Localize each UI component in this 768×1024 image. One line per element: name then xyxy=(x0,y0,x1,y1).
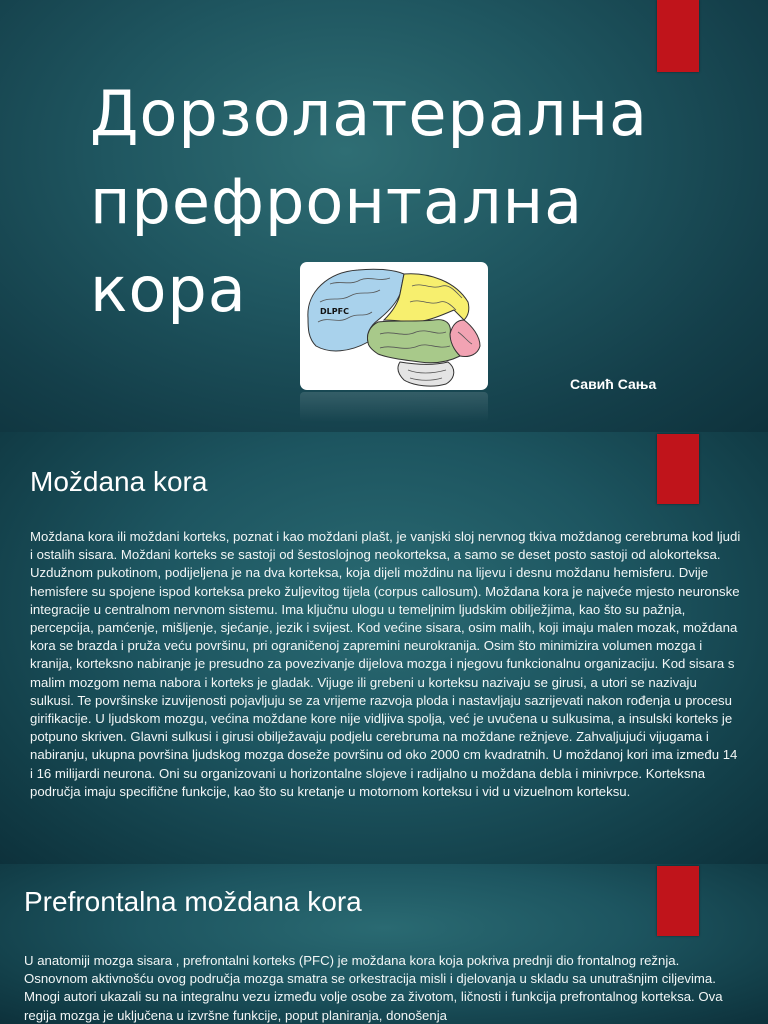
accent-bar xyxy=(657,866,699,936)
brain-lobes-illustration xyxy=(300,262,488,390)
slide-body-text: Moždana kora ili moždani korteks, poznat i kao moždani plašt, je vanjski sloj nervnog tkiva moždanog cerebruma kod ljudi i ostalih sisara. Moždani korteks se sastoji od šestoslojnog neokorteksa, a samo se deset posto sastoji od alokorteksa. Uzdužnom pukotinom, podijeljena je na dva korteksa, koja dijeli moždinu na lijevu i desnu moždanu hemisferu. Dvije hemisfere su spojene ispod korteksa preko žuljevitog tijela (corpus callosum). Moždana kora je najveće mjesto neuronske integracije u centralnom nervnom sistemu. Ima ključnu ulogu u temeljnim ljudskim obilježjima, kao što su pažnja, percepcija, pamćenje, mišljenje, sjećanje, jezik i svijest. Kod većine sisara, osim malih, koji imaju malen mozak, moždana kora se brazda i pruža veću površinu, pri ograničenoj zapremini neurokranija. Osim što minimizira volumen mozga i kranija, korteksno nabiranje je presudno za povezivanje dijelova mozga i njegovu funkcionalnu organizaciju. Kod sisara s malim mozgom nema nabora i korteks je gladak. Vijuge ili grebeni u korteksu nazivaju se girusi, a utori se nazivaju sulkusi. Te površinske izuvijenosti pojavljuju se za vrijeme razvoja ploda i nastavljaju sazrijevati nakon rođenja u procesu girifikacije. U ljudskom mozgu, većina moždane kore nije vidljiva spolja, već je uvučena u sulkusima, a insulski korteks je potpuno skriven. Glavni sulkusi i girusi obilježavaju podjelu cerebruma na moždane režnjeve. Zahvaljujući vijugama i nabiranju, ukupna površina ljudskog mozga doseže površinu od oko 2000 cm kvadratnih. U moždanoj kori ima između 14 i 16 milijardi neurona. Oni su organizovani u horizontalne slojeve i radijalno u moždana debla i minivrpce. Korteksna područja imaju specifične funkcije, kao što su kretanje u motornom korteksu i vid u vizuelnom korteksu. xyxy=(30,529,741,799)
title-slide xyxy=(0,0,768,432)
title-line: префронтална xyxy=(90,165,584,238)
title-line: Дорзолатерална xyxy=(90,77,649,150)
title-line: кора xyxy=(90,253,247,326)
temporal-lobe xyxy=(367,320,460,363)
accent-bar xyxy=(657,434,699,504)
slide-body-text: U anatomiji mozga sisara , prefrontalni korteks (PFC) je moždana kora koja pokriva prednji dio frontalnog režnja. Osnovnom aktivnošću ovog područja mozga smatra se orkestracija misli i djelovanja u skladu sa unutrašnjim ciljevima. Mnogi autori ukazali su na integralnu vezu između volje osobe za životom, ličnosti i funkcija prefrontalnog korteksa. Ova regija mozga je uključena u izvršne funkcije, poput planiranja, donošenja xyxy=(24,953,723,1023)
slide-heading: Moždana kora xyxy=(30,466,208,497)
image-reflection xyxy=(300,392,488,422)
cerebellum xyxy=(398,362,454,386)
accent-bar xyxy=(657,0,699,72)
content-slide-prefrontal xyxy=(0,864,768,1024)
dlpfc-label: DLPFC xyxy=(320,307,349,316)
author-name: Савић Сања xyxy=(570,376,657,392)
brain-diagram-image xyxy=(300,262,488,390)
content-slide-cortex xyxy=(0,432,768,864)
slide-heading: Prefrontalna moždana kora xyxy=(24,886,362,917)
